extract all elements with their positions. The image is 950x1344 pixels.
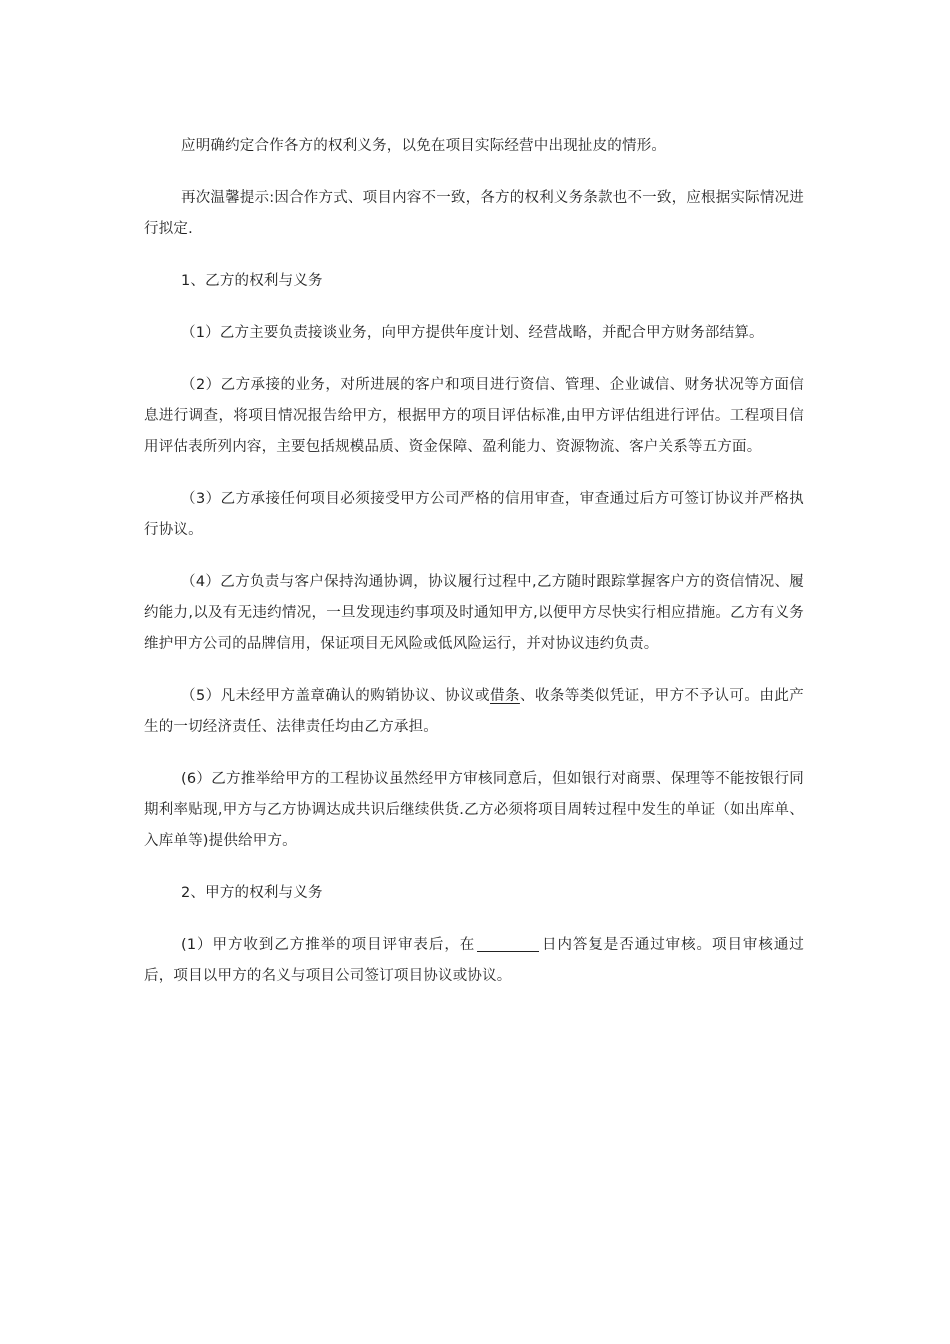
clause-b-5-text-after: 、收条等类似凭证，甲方不予认可。由此产生的一切经济责任、法律责任均由乙方承担。	[144, 688, 804, 735]
clause-a-1-text-after: 日内答复是否通过审核。项目审核通过后，项目以甲方的名义与项目公司签订项目协议或协议。	[144, 937, 804, 984]
clause-b-5	[144, 681, 804, 743]
clause-b-3: （3）乙方承接任何项目必须接受甲方公司严格的信用审查，审查通过后方可签订协议并严格执行协议。	[144, 491, 804, 538]
clause-b-6: (6）乙方推举给甲方的工程协议虽然经甲方审核同意后，但如银行对商票、保理等不能按银行同期利率贴现,甲方与乙方协调达成共识后继续供货.乙方必须将项目周转过程中发生的单证（如出库单、入库单等)提供给甲方。	[144, 771, 804, 849]
underlined-term-iou: 借条	[489, 688, 520, 704]
clause-b-1: （1）乙方主要负责接谈业务，向甲方提供年度计划、经营战略，并配合甲方财务部结算。	[181, 325, 764, 341]
document-body	[144, 131, 804, 992]
clause-b-4: （4）乙方负责与客户保持沟通协调，协议履行过程中,乙方随时跟踪掌握客户方的资信情况、履约能力,以及有无违约情况，一旦发现违约事项及时通知甲方,以便甲方尽快实行相应措施。乙方有义务维护甲方公司的品牌信用，保证项目无风险或低风险运行，并对协议违约负责。	[144, 574, 804, 652]
paragraph-intro: 应明确约定合作各方的权利义务，以免在项目实际经营中出现扯皮的情形。	[181, 138, 667, 154]
clause-b-2: （2）乙方承接的业务，对所进展的客户和项目进行资信、管理、企业诚信、财务状况等方面信息进行调查，将项目情况报告给甲方，根据甲方的项目评估标准,由甲方评估组进行评估。工程项目信用评估表所列内容，主要包括规模品质、资金保障、盈利能力、资源物流、客户关系等五方面。	[144, 377, 804, 455]
clause-a-1-text-before: (1）甲方收到乙方推举的项目评审表后，在	[181, 937, 476, 953]
fill-in-blank-days[interactable]	[477, 935, 539, 952]
section-heading-party-a: 2、甲方的权利与义务	[181, 885, 323, 901]
clause-a-1	[144, 930, 804, 992]
clause-b-5-text-before: （5）凡未经甲方盖章确认的购销协议、协议或	[181, 688, 490, 704]
section-heading-party-b: 1、乙方的权利与义务	[181, 273, 323, 289]
paragraph-reminder: 再次温馨提示:因合作方式、项目内容不一致，各方的权利义务条款也不一致，应根据实际情况进行拟定.	[144, 190, 804, 237]
